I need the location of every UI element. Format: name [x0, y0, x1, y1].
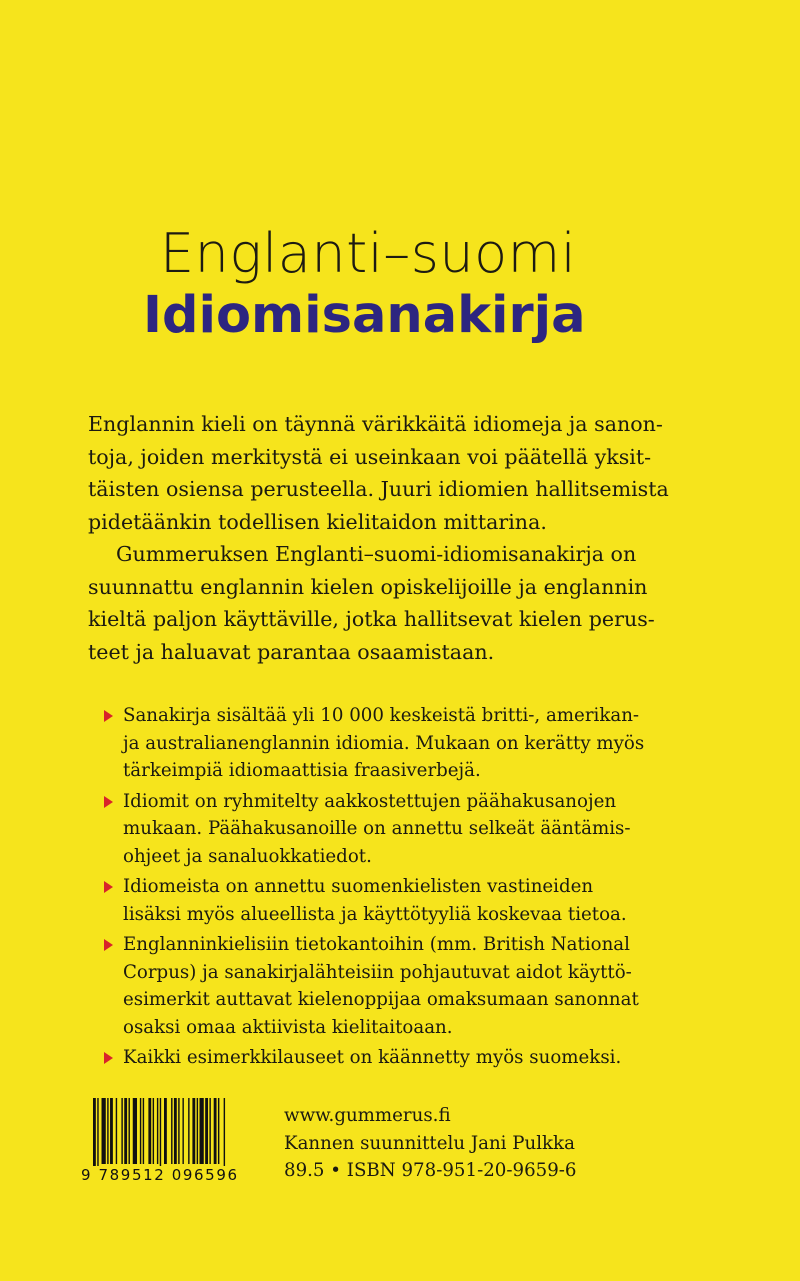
barcode-bar	[205, 1098, 208, 1164]
feature-item	[102, 931, 662, 1041]
feature-item	[102, 1044, 662, 1072]
intro-line: toja, joiden merkitystä ei useinkaan voi päätellä yksit-	[88, 444, 652, 469]
feature-item	[102, 788, 662, 871]
feature-line: Kaikki esimerkkilauseet on käännetty myös suomeksi.	[123, 1047, 622, 1068]
barcode-bar	[164, 1098, 167, 1164]
intro-line: kieltä paljon käyttäville, jotka hallitsevat kielen perus-	[88, 607, 655, 631]
barcode-bar	[148, 1098, 151, 1164]
triangle-bullet-icon	[104, 939, 113, 951]
intro-line: suunnattu englannin kielen opiskelijoille ja englannin	[88, 574, 648, 599]
feature-line: osaksi omaa aktiivista kielitaitoaan.	[123, 1016, 453, 1038]
barcode-bar	[107, 1098, 108, 1164]
feature-line: Englanninkielisiin tietokantoihin (mm. British National	[123, 934, 630, 955]
barcode-bar	[197, 1098, 198, 1164]
barcode-bar	[157, 1098, 158, 1164]
intro-line: pidetäänkin todellisen kielitaidon mittarina.	[88, 509, 547, 534]
barcode-bar	[200, 1098, 204, 1164]
barcode-bar	[209, 1098, 210, 1164]
feature-line: Sanakirja sisältää yli 10 000 keskeistä britti-, amerikan-	[123, 705, 640, 726]
barcode-bar	[102, 1098, 106, 1164]
feature-list	[102, 702, 662, 1075]
barcode-bar	[143, 1098, 144, 1164]
cover-credit: Kannen suunnittelu Jani Pulkka	[284, 1132, 575, 1154]
feature-line: esimerkit auttavat kielenoppijaa omaksumaan sanonnat	[123, 989, 639, 1010]
triangle-bullet-icon	[104, 796, 113, 808]
feature-line: Idiomeista on annettu suomenkielisten vastineiden	[123, 876, 594, 897]
feature-item	[102, 873, 662, 928]
feature-line: ohjeet ja sanaluokkatiedot.	[123, 845, 372, 867]
barcode-bar	[192, 1098, 195, 1164]
intro-line: Gummeruksen Englanti–suomi-idiomisanakirja on	[116, 542, 637, 566]
barcode-digits: 9 789512 096596	[81, 1166, 239, 1184]
feature-line: ja australianenglannin idiomia. Mukaan on kerätty myös	[123, 732, 645, 754]
intro-line: teet ja haluavat parantaa osaamistaan.	[88, 639, 495, 664]
barcode-bar	[97, 1098, 98, 1166]
imprint	[284, 1102, 577, 1185]
barcode-bars-icon	[81, 1098, 261, 1166]
triangle-bullet-icon	[104, 881, 113, 893]
barcode-bar	[93, 1098, 96, 1166]
feature-item	[102, 702, 662, 785]
intro-line: Englannin kieli on täynnä värikkäitä idiomeja ja sanon-	[88, 412, 663, 436]
isbn-barcode	[81, 1098, 261, 1188]
barcode-bar	[133, 1098, 137, 1164]
feature-line: mukaan. Päähakusanoille on annettu selkeät ääntämis-	[123, 818, 631, 839]
feature-line: Corpus) ja sanakirjalähteisiin pohjautuvat aidot käyttö-	[123, 961, 632, 983]
barcode-bar	[116, 1098, 117, 1164]
isbn-line: 89.5 • ISBN 978-951-20-9659-6	[284, 1160, 577, 1181]
feature-line: tärkeimpiä idiomaattisia fraasiverbejä.	[123, 760, 481, 781]
barcode-bar	[121, 1098, 122, 1164]
barcode-bar	[140, 1098, 141, 1164]
barcode-bar	[129, 1098, 130, 1164]
intro-line: täisten osiensa perusteella. Juuri idiomien hallitsemista	[88, 477, 669, 501]
barcode-bar	[110, 1098, 113, 1164]
intro-text	[88, 408, 708, 668]
title-line-2: Idiomisanakirja	[143, 286, 586, 345]
barcode-bar	[182, 1098, 183, 1164]
feature-line: Idiomit on ryhmitelty aakkostettujen päähakusanojen	[123, 790, 617, 812]
publisher-website: www.gummerus.fi	[284, 1105, 451, 1126]
barcode-bar	[214, 1098, 217, 1164]
barcode-bar	[224, 1098, 225, 1166]
barcode-bar	[174, 1098, 177, 1164]
barcode-bar	[188, 1098, 189, 1164]
intro-paragraph-1	[88, 408, 708, 538]
feature-line: lisäksi myös alueellista ja käyttötyyliä koskevaa tietoa.	[123, 903, 627, 925]
barcode-bar	[171, 1098, 172, 1164]
barcode-bar	[178, 1098, 179, 1164]
barcode-bar	[124, 1098, 127, 1164]
barcode-bar	[160, 1098, 161, 1166]
triangle-bullet-icon	[104, 710, 113, 722]
title-line-1: Englanti–suomi	[160, 222, 577, 285]
triangle-bullet-icon	[104, 1052, 113, 1064]
intro-paragraph-2	[88, 538, 708, 668]
barcode-bar	[153, 1098, 154, 1164]
barcode-bar	[218, 1098, 219, 1164]
